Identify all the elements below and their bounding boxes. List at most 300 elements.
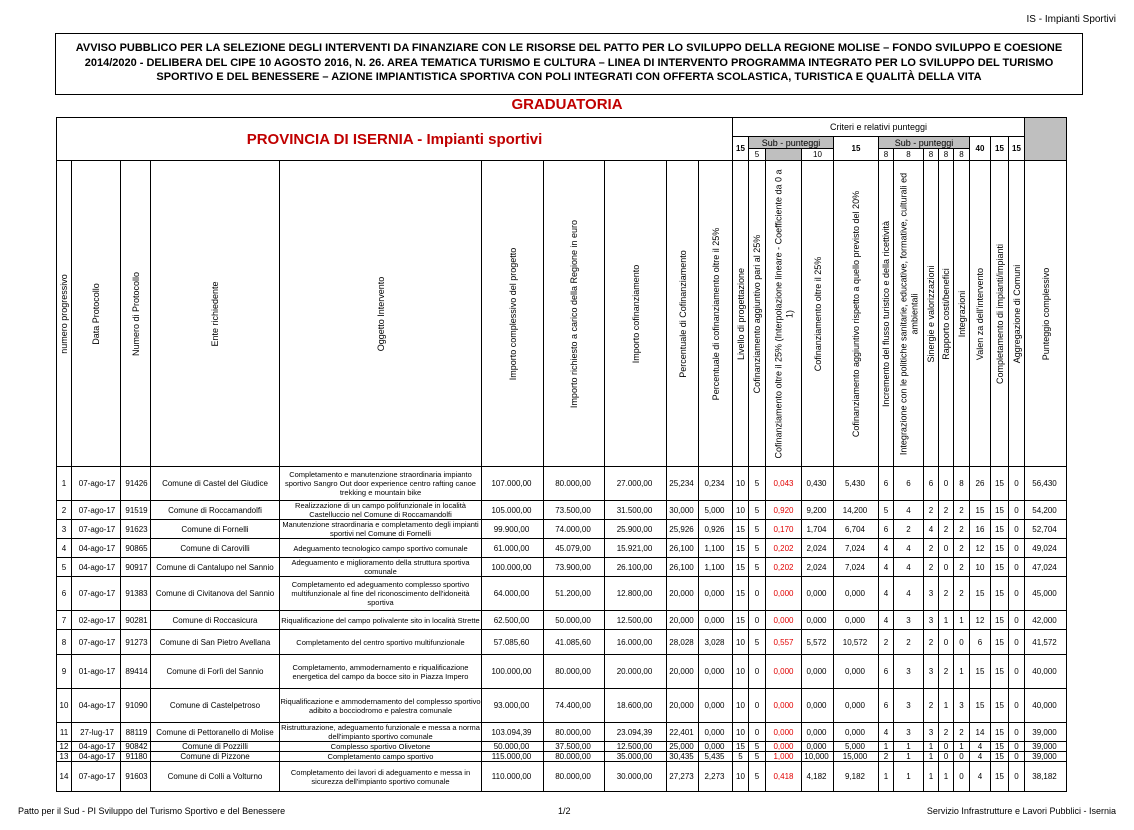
table-cell: 15.921,00	[605, 539, 667, 558]
table-cell: 0	[1009, 558, 1025, 577]
table-cell: 15	[733, 742, 749, 752]
table-cell: 16.000,00	[605, 630, 667, 655]
table-cell: 4	[57, 539, 72, 558]
table-cell: 6	[879, 467, 894, 501]
table-cell: 0,557	[766, 630, 802, 655]
table-cell: 25,234	[667, 467, 699, 501]
table-cell: 23.094,39	[605, 723, 667, 742]
table-cell: 4	[894, 539, 924, 558]
table-cell: 30,000	[667, 501, 699, 520]
sub-scores-heading-1: Sub - punteggi	[749, 137, 834, 149]
table-cell: 8	[57, 630, 72, 655]
table-cell: 0,418	[766, 762, 802, 792]
table-cell: 50.000,00	[482, 742, 544, 752]
table-cell: 0,000	[699, 689, 733, 723]
table-cell: 15	[991, 762, 1009, 792]
table-cell: 1	[924, 752, 939, 762]
table-cell: 7	[57, 611, 72, 630]
table-cell: 100.000,00	[482, 655, 544, 689]
table-cell: 5	[749, 742, 766, 752]
total-score-header-block	[1025, 118, 1067, 161]
table-cell: 15	[991, 742, 1009, 752]
table-cell: 2	[939, 577, 954, 611]
table-cell: 2,273	[699, 762, 733, 792]
table-cell: 4	[879, 539, 894, 558]
table-cell: 42,000	[1025, 611, 1067, 630]
column-header: Punteggio complessivo	[1025, 161, 1067, 467]
weight-livello: 15	[733, 137, 749, 161]
table-cell: 0,043	[766, 467, 802, 501]
table-cell: 0	[1009, 501, 1025, 520]
table-cell: 0	[749, 689, 766, 723]
table-cell: 3,028	[699, 630, 733, 655]
table-title: PROVINCIA DI ISERNIA - Impianti sportivi	[57, 118, 733, 161]
table-cell: Completamento dei lavori di adeguamento e messa in sicurezza dell'impianto sportivo comunale	[280, 762, 482, 792]
table-cell: 0,000	[802, 655, 834, 689]
table-cell: Adeguamento tecnologico campo sportivo comunale	[280, 539, 482, 558]
table-cell: 10	[733, 630, 749, 655]
table-cell: 5	[749, 630, 766, 655]
table-cell: 0,000	[766, 689, 802, 723]
column-header: numero progressivo	[57, 161, 72, 467]
column-header: Importo complessivo del progetto	[482, 161, 544, 467]
table-cell: 6	[894, 467, 924, 501]
table-cell: 07-ago-17	[72, 630, 121, 655]
footer-left: Patto per il Sud - PI Sviluppo del Turismo Sportivo e del Benessere	[18, 806, 286, 816]
table-cell: 2,024	[802, 558, 834, 577]
table-cell: 0,920	[766, 501, 802, 520]
table-cell: Ristrutturazione, adeguamento funzionale e messa a norma dell'impianto sportivo comunale	[281, 723, 480, 741]
weight-interpolazione: 10	[802, 149, 834, 161]
table-cell: 10	[733, 655, 749, 689]
weight-sinergie: 8	[924, 149, 939, 161]
table-cell: 0	[1009, 723, 1025, 742]
table-cell: 10,572	[834, 630, 879, 655]
table-cell: 1,704	[802, 520, 834, 539]
column-header: Data Protocollo	[72, 161, 121, 467]
table-cell: 27-lug-17	[72, 723, 121, 742]
table-cell: Adeguamento e miglioramento della struttura sportiva comunale	[280, 558, 482, 577]
table-row	[57, 723, 1067, 742]
table-cell: 2	[954, 723, 970, 742]
table-cell: 0	[1009, 762, 1025, 792]
table-cell: 10	[733, 501, 749, 520]
table-cell: 0,000	[699, 742, 733, 752]
table-cell: 12.500,00	[605, 742, 667, 752]
weight-integrazioni: 8	[954, 149, 970, 161]
table-cell: 07-ago-17	[72, 577, 121, 611]
table-cell: 5	[749, 501, 766, 520]
table-cell: 0	[1009, 539, 1025, 558]
table-cell: 10	[733, 723, 749, 742]
ranking-table	[56, 117, 1067, 792]
table-cell: 0	[749, 723, 766, 742]
table-cell: 04-ago-17	[72, 558, 121, 577]
table-cell: 1	[894, 752, 924, 762]
column-header: Cofinanziamento oltre il 25% (Interpolazione lineare - Coefficiente da 0 a 1)	[766, 161, 802, 467]
table-cell: 0	[939, 558, 954, 577]
table-cell: Comune di Cantalupo nel Sannio	[151, 558, 280, 577]
weight-completamento: 15	[991, 137, 1009, 161]
table-cell: Realizzazione di un campo polifunzionale in località Castelluccio nel Comune di Roccamandolfi	[280, 501, 482, 520]
table-cell: 0	[954, 762, 970, 792]
table-cell: 1	[954, 742, 970, 752]
table-cell: 4	[894, 501, 924, 520]
notice-box: AVVISO PUBBLICO PER LA SELEZIONE DEGLI INTERVENTI DA FINANZIARE CON LE RISORSE DEL PATTO PER LO SVILUPPO DELLA REGIONE MOLISE – FONDO SVILUPPO E COESIONE 2014/2020 - DELIBERA DEL CIPE 10 AGOSTO 2016, N. 26. AREA TEMATICA TURISMO E CULTURA – LINEA DI INTERVENTO PROGRAMMA INTEGRATO PER LO SVILUPPO DEL TURISMO SPORTIVO E DEL BENESSERE – AZIONE IMPIANTISTICA SPORTIVA CON POLI INTEGRATI CON OFFERTA SCOLASTICA, TURISTICA E QUALITÀ DELLA VITA	[55, 33, 1083, 95]
table-cell: 04-ago-17	[72, 689, 121, 723]
table-cell: 9	[57, 655, 72, 689]
table-cell: 4	[879, 558, 894, 577]
table-cell: 10	[57, 689, 72, 723]
table-cell: 28,028	[667, 630, 699, 655]
table-cell: 5	[733, 752, 749, 762]
table-cell: 15	[991, 630, 1009, 655]
table-row	[57, 520, 1067, 539]
column-header: Numero di Protocollo	[121, 161, 151, 467]
weight-rapporto: 8	[939, 149, 954, 161]
table-cell: 1	[924, 762, 939, 792]
column-header: Integrazione con le politiche sanitarie, educative, formative, culturali ed ambientali	[894, 161, 924, 467]
table-cell: 1,100	[699, 558, 733, 577]
table-cell: 9,182	[834, 762, 879, 792]
table-cell: 20,000	[667, 655, 699, 689]
table-cell: 39,000	[1025, 742, 1067, 752]
document-id: IS - Impianti Sportivi	[1026, 14, 1116, 25]
table-cell: 6	[879, 689, 894, 723]
table-cell: 64.000,00	[482, 577, 544, 611]
table-cell: 0	[939, 752, 954, 762]
table-cell: Comune di Forlì del Sannio	[151, 655, 280, 689]
table-cell: 49,024	[1025, 539, 1067, 558]
table-cell: 5	[57, 558, 72, 577]
table-cell: 0	[1009, 611, 1025, 630]
table-cell: 5	[749, 752, 766, 762]
table-cell: 1	[894, 762, 924, 792]
table-cell: 12.500,00	[605, 611, 667, 630]
table-cell: 0,000	[834, 655, 879, 689]
table-cell: 9,200	[802, 501, 834, 520]
table-cell: 15	[991, 577, 1009, 611]
column-header: Percentuale di Cofinanziamento	[667, 161, 699, 467]
table-cell: 91603	[121, 762, 151, 792]
table-cell: 30.000,00	[605, 762, 667, 792]
table-cell: 1,000	[766, 752, 802, 762]
table-cell: 0,000	[834, 723, 879, 742]
table-cell: 25.900,00	[605, 520, 667, 539]
criteria-heading: Criteri e relativi punteggi	[733, 118, 1025, 137]
table-cell: 1,100	[699, 539, 733, 558]
table-cell: 10	[733, 467, 749, 501]
table-cell: 6	[879, 655, 894, 689]
table-cell: 0,000	[802, 577, 834, 611]
table-cell: 2	[954, 539, 970, 558]
table-cell: 15	[733, 520, 749, 539]
sub-scores-heading-2: Sub - punteggi	[879, 137, 970, 149]
table-cell: 2	[954, 558, 970, 577]
table-cell: 20,000	[667, 611, 699, 630]
column-header: Ente richiedente	[151, 161, 280, 467]
table-cell: 0,000	[699, 611, 733, 630]
table-row	[57, 611, 1067, 630]
table-cell: 1	[939, 689, 954, 723]
table-cell: 18.600,00	[605, 689, 667, 723]
table-cell: 74.400,00	[544, 689, 605, 723]
table-cell: 0,000	[766, 611, 802, 630]
table-cell: 0,000	[834, 689, 879, 723]
table-cell: 02-ago-17	[72, 611, 121, 630]
table-row	[57, 501, 1067, 520]
column-header: Cofinanziamento aggiuntivo pari al 25%	[749, 161, 766, 467]
table-cell: Comune di San Pietro Avellana	[151, 630, 280, 655]
weight-blank	[766, 149, 802, 161]
table-cell: 0,000	[766, 577, 802, 611]
table-cell: 2	[894, 520, 924, 539]
table-cell: 0	[939, 467, 954, 501]
table-cell: 74.000,00	[544, 520, 605, 539]
table-cell: Comune di Roccamandolfi	[151, 501, 280, 520]
table-cell: 15	[991, 655, 1009, 689]
table-cell: Completamento campo sportivo	[280, 752, 482, 762]
table-cell: 2,024	[802, 539, 834, 558]
table-cell: 12	[57, 742, 72, 752]
table-cell: 27,273	[667, 762, 699, 792]
table-cell: 0	[1009, 520, 1025, 539]
table-cell: 7,024	[834, 539, 879, 558]
table-cell: 3	[924, 655, 939, 689]
column-header: Oggetto Intervento	[280, 161, 482, 467]
table-cell: 2	[879, 630, 894, 655]
table-cell: 15	[733, 577, 749, 611]
table-cell: Comune di Castel del Giudice	[151, 467, 280, 501]
table-cell: 5	[749, 762, 766, 792]
table-cell: 45.079,00	[544, 539, 605, 558]
table-cell: 3	[894, 723, 924, 742]
table-cell: 2	[924, 689, 939, 723]
table-cell: 0,000	[802, 723, 834, 742]
table-cell: 90917	[121, 558, 151, 577]
table-cell: 14,200	[834, 501, 879, 520]
table-cell: 6	[970, 630, 991, 655]
table-cell: 73.500,00	[544, 501, 605, 520]
table-cell: 0,000	[802, 611, 834, 630]
table-cell: 1	[939, 611, 954, 630]
table-cell: 20,000	[667, 577, 699, 611]
table-cell: 26	[970, 467, 991, 501]
table-cell: 3	[894, 689, 924, 723]
table-cell: Comune di Pozzilli	[151, 742, 280, 752]
column-header: Sinergie e valorizzazioni	[924, 161, 939, 467]
table-cell: 3	[894, 611, 924, 630]
table-cell: 10	[970, 558, 991, 577]
column-header: Incremento del flusso turistico e della ricettività	[879, 161, 894, 467]
column-header: Completamento di impianti/impianti	[991, 161, 1009, 467]
table-cell: Comune di Castelpetroso	[151, 689, 280, 723]
table-cell: 1	[879, 742, 894, 752]
table-cell: 0	[1009, 752, 1025, 762]
table-cell: 2	[954, 577, 970, 611]
table-cell: 15,000	[834, 752, 879, 762]
table-cell: 07-ago-17	[72, 501, 121, 520]
weight-integrazione: 8	[894, 149, 924, 161]
table-cell: 80.000,00	[544, 655, 605, 689]
table-cell: 15	[991, 611, 1009, 630]
table-cell: 5	[749, 467, 766, 501]
table-cell: 0,000	[766, 723, 802, 742]
table-cell: 5,430	[834, 467, 879, 501]
weight-incremento: 8	[879, 149, 894, 161]
table-cell: 40,000	[1025, 689, 1067, 723]
table-cell: 15	[991, 558, 1009, 577]
column-header: Valen za dell'intervento	[970, 161, 991, 467]
table-cell: 15	[991, 539, 1009, 558]
table-cell: 52,704	[1025, 520, 1067, 539]
table-cell: 6,704	[834, 520, 879, 539]
table-cell: 0	[1009, 467, 1025, 501]
table-row	[57, 577, 1067, 611]
table-cell: 103.094,39	[482, 723, 544, 742]
table-cell: 0,202	[766, 558, 802, 577]
table-cell: 15	[991, 689, 1009, 723]
table-cell: 0	[939, 742, 954, 752]
table-cell: 54,200	[1025, 501, 1067, 520]
table-cell: 105.000,00	[482, 501, 544, 520]
table-cell: 04-ago-17	[72, 752, 121, 762]
table-row	[57, 558, 1067, 577]
table-cell: 15	[991, 752, 1009, 762]
table-cell: 15	[991, 467, 1009, 501]
table-cell: 0,000	[802, 689, 834, 723]
table-cell: 1	[954, 611, 970, 630]
table-cell: 40,000	[1025, 655, 1067, 689]
table-cell: 5,435	[699, 752, 733, 762]
table-cell: Completamento, ammodernamento e riqualificazione energetica del campo da bocce sito in Piazza Impero	[280, 655, 482, 689]
table-cell: 62.500,00	[482, 611, 544, 630]
table-cell: Manutenzione straordinaria e completamento degli impianti sportivi nel Comune di Fornelli	[280, 520, 482, 539]
table-cell: Completamento del centro sportivo multifunzionale	[280, 630, 482, 655]
table-cell: Comune di Pettoranello di Molise	[151, 723, 280, 742]
table-cell: 91273	[121, 630, 151, 655]
table-cell: 16	[970, 520, 991, 539]
table-row	[57, 742, 1067, 752]
footer-right: Servizio Infrastrutture e Lavori Pubblici - Isernia	[926, 806, 1116, 816]
table-cell: Comune di Pizzone	[151, 752, 280, 762]
table-cell: 5,572	[802, 630, 834, 655]
table-cell: 2	[879, 752, 894, 762]
table-cell: 2	[954, 501, 970, 520]
table-cell: 26.100,00	[605, 558, 667, 577]
table-cell: 5	[749, 520, 766, 539]
table-cell: 0	[1009, 655, 1025, 689]
table-cell: 2	[924, 501, 939, 520]
table-cell: 27.000,00	[605, 467, 667, 501]
table-cell: 2	[939, 501, 954, 520]
table-cell: 07-ago-17	[72, 467, 121, 501]
table-cell: 0,000	[834, 611, 879, 630]
table-cell: 91519	[121, 501, 151, 520]
column-header: Aggregazione di Comuni	[1009, 161, 1025, 467]
table-cell: 5	[749, 539, 766, 558]
table-cell: 56,430	[1025, 467, 1067, 501]
table-cell: 2	[924, 558, 939, 577]
table-cell: 3	[894, 655, 924, 689]
table-cell: 47,024	[1025, 558, 1067, 577]
table-cell: 13	[57, 752, 72, 762]
table-cell: 4,182	[802, 762, 834, 792]
table-cell: 4	[970, 752, 991, 762]
table-cell: 15	[991, 520, 1009, 539]
table-cell: 0	[749, 577, 766, 611]
table-cell: 0	[939, 539, 954, 558]
table-cell: 0	[749, 655, 766, 689]
table-cell: 15	[970, 501, 991, 520]
table-cell: 12	[970, 611, 991, 630]
table-cell: 93.000,00	[482, 689, 544, 723]
table-cell: 90865	[121, 539, 151, 558]
column-header: Livello di progettazione	[733, 161, 749, 467]
table-cell: 01-ago-17	[72, 655, 121, 689]
table-cell: 26,100	[667, 539, 699, 558]
table-cell: 51.200,00	[544, 577, 605, 611]
table-cell: 4	[894, 577, 924, 611]
table-cell: 07-ago-17	[72, 520, 121, 539]
table-cell: 15	[970, 689, 991, 723]
table-cell: Comune di Civitanova del Sannio	[151, 577, 280, 611]
table-cell: 04-ago-17	[72, 742, 121, 752]
table-cell: 0	[1009, 577, 1025, 611]
table-cell: 1	[924, 742, 939, 752]
table-cell: 0,000	[699, 655, 733, 689]
table-cell: 2	[939, 723, 954, 742]
table-cell: 90281	[121, 611, 151, 630]
table-cell: 50.000,00	[544, 611, 605, 630]
table-cell: 90842	[121, 742, 151, 752]
table-cell: 37.500,00	[544, 742, 605, 752]
table-cell: 10,000	[802, 752, 834, 762]
table-row	[57, 539, 1067, 558]
table-cell: 15	[991, 723, 1009, 742]
table-cell: Comune di Colli a Volturno	[151, 762, 280, 792]
table-cell: 10	[733, 762, 749, 792]
weight-cofinanziamento: 5	[749, 149, 766, 161]
table-cell: 30,435	[667, 752, 699, 762]
table-cell: 2	[939, 655, 954, 689]
table-cell: 2	[924, 539, 939, 558]
table-cell: 04-ago-17	[72, 539, 121, 558]
table-cell: 15	[733, 611, 749, 630]
table-cell: 10	[733, 689, 749, 723]
table-cell: 80.000,00	[544, 762, 605, 792]
table-cell: 0,000	[834, 577, 879, 611]
table-cell: 57.085,60	[482, 630, 544, 655]
table-cell: 0,000	[766, 742, 802, 752]
table-row	[57, 630, 1067, 655]
table-cell: 4	[970, 742, 991, 752]
table-cell: 2	[954, 520, 970, 539]
table-cell: 0,234	[699, 467, 733, 501]
table-cell: 3	[924, 611, 939, 630]
table-cell: 15	[991, 501, 1009, 520]
column-header: Rapporto costi/benefici	[939, 161, 954, 467]
table-cell: 80.000,00	[544, 752, 605, 762]
table-cell: 2	[939, 520, 954, 539]
table-cell: 4	[879, 577, 894, 611]
table-cell: 3	[57, 520, 72, 539]
table-cell: 4	[970, 762, 991, 792]
table-cell: 1	[939, 762, 954, 792]
table-cell: 88119	[121, 723, 151, 742]
table-cell: 38,182	[1025, 762, 1067, 792]
table-cell: 20.000,00	[605, 655, 667, 689]
